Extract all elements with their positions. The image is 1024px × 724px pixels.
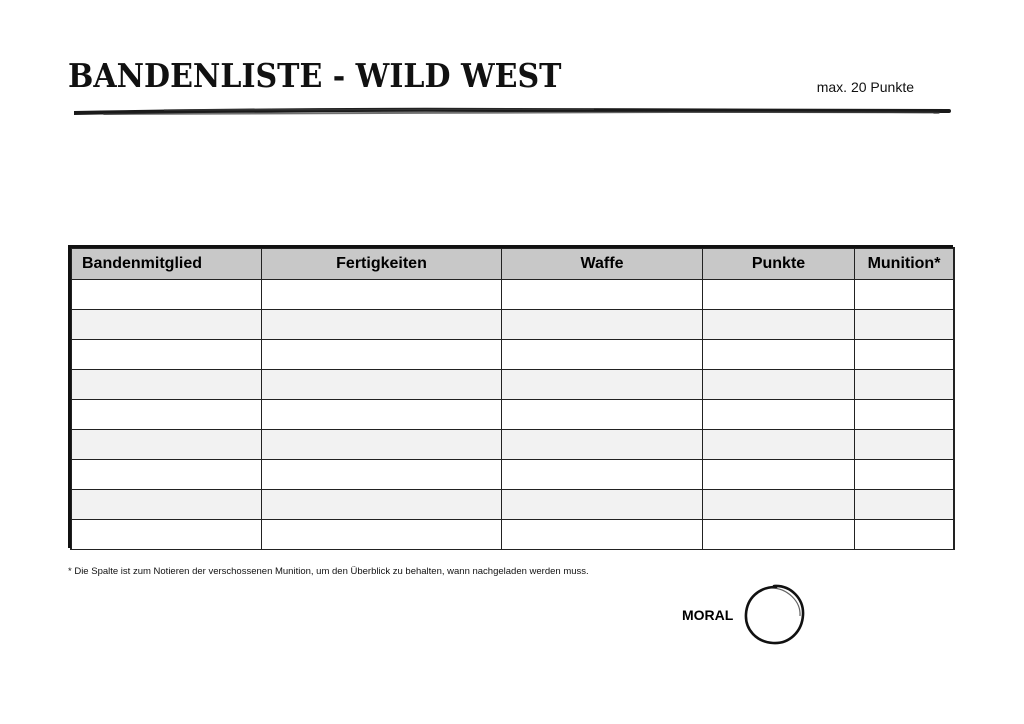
points-limit: max. 20 Punkte: [816, 79, 914, 95]
table-header-row: [72, 249, 954, 280]
cell-ammo[interactable]: [855, 310, 954, 340]
table-row: [72, 430, 954, 460]
morale-circle[interactable]: [741, 583, 807, 647]
cell-points[interactable]: [703, 490, 855, 520]
cell-ammo[interactable]: [855, 460, 954, 490]
gang-roster-table: [68, 245, 953, 548]
ammo-footnote: * Die Spalte ist zum Notieren der verschossenen Munition, um den Überblick zu behalten, wann nachgeladen werden muss.: [68, 566, 589, 577]
cell-points[interactable]: [703, 280, 855, 310]
cell-skills[interactable]: [262, 520, 502, 550]
column-header-ammo: Munition*: [855, 249, 954, 280]
cell-gang-member[interactable]: [72, 280, 262, 310]
cell-ammo[interactable]: [855, 490, 954, 520]
cell-skills[interactable]: [262, 460, 502, 490]
table-row: [72, 280, 954, 310]
table-row: [72, 460, 954, 490]
cell-points[interactable]: [703, 310, 855, 340]
cell-skills[interactable]: [262, 430, 502, 460]
cell-weapon[interactable]: [502, 520, 703, 550]
table-row: [72, 400, 954, 430]
brush-divider: [74, 104, 954, 118]
column-header-skills: Fertigkeiten: [262, 249, 502, 280]
cell-weapon[interactable]: [502, 430, 703, 460]
cell-ammo[interactable]: [855, 280, 954, 310]
cell-gang-member[interactable]: [72, 490, 262, 520]
cell-points[interactable]: [703, 340, 855, 370]
cell-gang-member[interactable]: [72, 400, 262, 430]
morale-label: MORAL: [682, 607, 734, 623]
column-header-gang-member: Bandenmitglied: [72, 249, 262, 280]
cell-points[interactable]: [703, 400, 855, 430]
cell-weapon[interactable]: [502, 370, 703, 400]
table-row: [72, 310, 954, 340]
cell-gang-member[interactable]: [72, 520, 262, 550]
cell-skills[interactable]: [262, 280, 502, 310]
cell-ammo[interactable]: [855, 370, 954, 400]
cell-weapon[interactable]: [502, 310, 703, 340]
cell-ammo[interactable]: [855, 430, 954, 460]
cell-points[interactable]: [703, 370, 855, 400]
table-row: [72, 520, 954, 550]
cell-gang-member[interactable]: [72, 340, 262, 370]
column-header-weapon: Waffe: [502, 249, 703, 280]
cell-ammo[interactable]: [855, 520, 954, 550]
table-row: [72, 370, 954, 400]
cell-ammo[interactable]: [855, 340, 954, 370]
cell-skills[interactable]: [262, 370, 502, 400]
cell-weapon[interactable]: [502, 400, 703, 430]
cell-gang-member[interactable]: [72, 310, 262, 340]
cell-weapon[interactable]: [502, 280, 703, 310]
cell-weapon[interactable]: [502, 340, 703, 370]
cell-skills[interactable]: [262, 340, 502, 370]
cell-gang-member[interactable]: [72, 370, 262, 400]
sheet-title: BANDENLISTE - WILD WEST: [68, 58, 562, 96]
cell-skills[interactable]: [262, 310, 502, 340]
cell-gang-member[interactable]: [72, 430, 262, 460]
cell-points[interactable]: [703, 460, 855, 490]
cell-weapon[interactable]: [502, 490, 703, 520]
cell-points[interactable]: [703, 520, 855, 550]
column-header-points: Punkte: [703, 249, 855, 280]
cell-skills[interactable]: [262, 490, 502, 520]
cell-weapon[interactable]: [502, 460, 703, 490]
cell-points[interactable]: [703, 430, 855, 460]
table-row: [72, 490, 954, 520]
cell-gang-member[interactable]: [72, 460, 262, 490]
cell-skills[interactable]: [262, 400, 502, 430]
cell-ammo[interactable]: [855, 400, 954, 430]
table-row: [72, 340, 954, 370]
